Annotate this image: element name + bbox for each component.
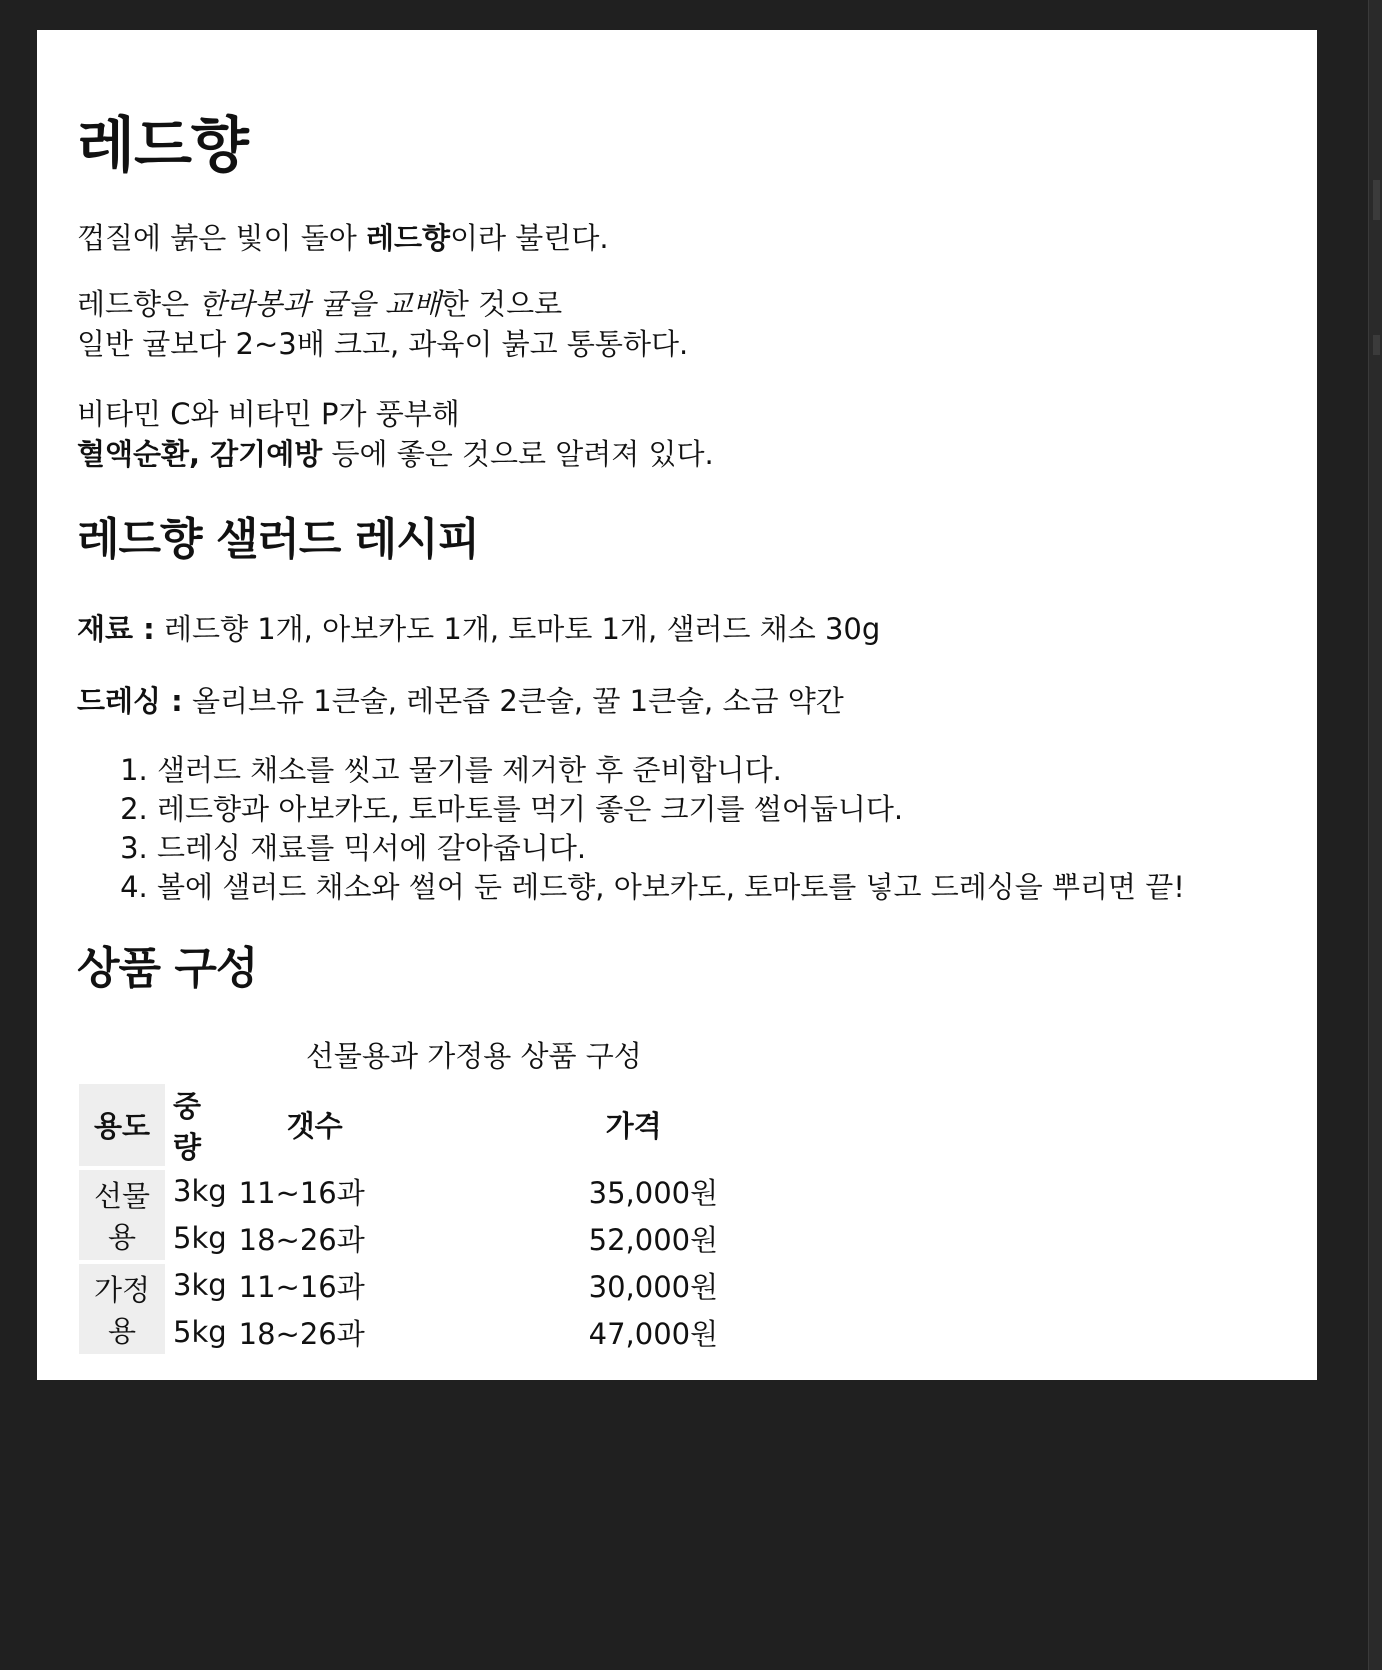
table-row [79,1264,869,1307]
origin-paragraph [77,284,1277,364]
product-table [75,1036,873,1358]
recipe-steps [77,751,1277,907]
weight-cell: 5kg [173,1315,227,1350]
weight-cell: 3kg [173,1268,227,1303]
table-caption: 선물용과 가정용 상품 구성 [305,1038,642,1073]
header-usage: 용도 [79,1084,165,1166]
price-cell: 30,000원 [588,1269,719,1304]
product-heading: 상품 구성 [77,942,258,994]
ingredients-text: 레드향 1개, 아보카도 1개, 토마토 1개, 샐러드 채소 30g [154,611,881,646]
origin-text: 레드향은 [77,287,199,321]
vitamin-line1: 비타민 C와 비타민 P가 풍부해 [77,397,460,431]
table-row [79,1217,869,1260]
header-price: 가격 [605,1109,662,1144]
intro-text: 껍질에 붉은 빛이 돌아 [77,221,366,255]
recipe-step: 3. 드레싱 재료를 믹서에 갈아줍니다. [157,829,1277,868]
intro-text-end: 이라 불린다. [450,221,609,255]
price-cell: 47,000원 [588,1316,719,1351]
scrollbar-mark [1373,335,1380,355]
count-cell: 18~26과 [238,1222,365,1257]
vitamin-paragraph [77,394,1277,474]
intro-bold: 레드향 [366,221,451,255]
scrollbar-mark [1373,180,1380,220]
price-cell: 35,000원 [588,1175,719,1210]
dressing-text: 올리브유 1큰술, 레몬즙 2큰술, 꿀 1큰술, 소금 약간 [182,683,844,718]
vitamin-line2: 등에 좋은 것으로 알려져 있다. [322,437,714,471]
intro-paragraph [77,218,1277,258]
weight-cell: 5kg [173,1221,227,1256]
usage-cell: 선물용 [79,1170,165,1260]
origin-italic: 한라봉과 귤을 교배 [198,287,441,321]
header-weight: 중량 [173,1088,202,1164]
recipe-heading: 레드향 샐러드 레시피 [77,514,480,565]
document-page [37,30,1317,1380]
weight-cell: 3kg [173,1174,227,1209]
usage-cell: 가정용 [79,1264,165,1354]
origin-text-end: 한 것으로 [440,287,563,321]
price-cell: 52,000원 [588,1222,719,1257]
dressing-label: 드레싱 : [77,683,183,718]
dressing-line [77,681,1277,721]
table-row [79,1311,869,1354]
table-row [79,1170,869,1213]
count-cell: 11~16과 [238,1175,365,1210]
recipe-step: 2. 레드향과 아보카도, 토마토를 먹기 좋은 크기를 썰어둡니다. [157,790,1277,829]
window-edge [1368,0,1382,1670]
ingredients-line [77,609,1277,649]
page-title: 레드향 [77,111,248,181]
ingredients-label: 재료 : [77,611,155,646]
count-cell: 11~16과 [238,1269,365,1304]
count-cell: 18~26과 [238,1316,365,1351]
vitamin-bold: 혈액순환, 감기예방 [77,437,323,471]
origin-line2: 일반 귤보다 2~3배 크고, 과육이 붉고 통통하다. [77,327,689,361]
table-header-row [79,1084,869,1166]
recipe-step: 1. 샐러드 채소를 씻고 물기를 제거한 후 준비합니다. [157,751,1277,790]
header-count: 갯수 [286,1109,343,1144]
recipe-step: 4. 볼에 샐러드 채소와 썰어 둔 레드향, 아보카도, 토마토를 넣고 드레싱을 뿌리면 끝! [157,868,1277,907]
